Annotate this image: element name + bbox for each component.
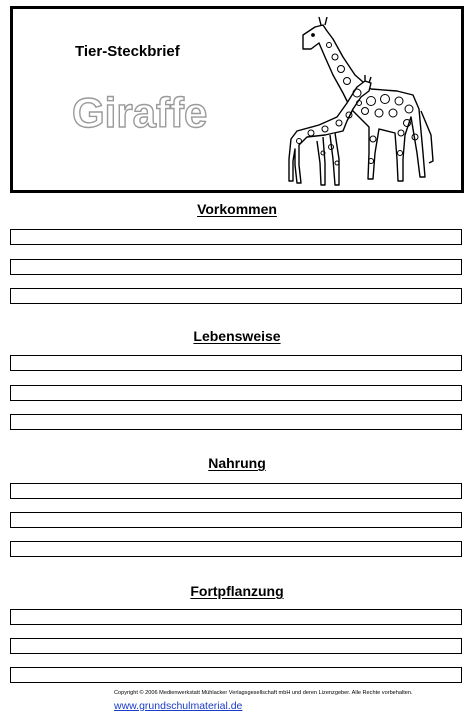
animal-name-outline — [72, 89, 232, 135]
header-box — [10, 6, 464, 193]
section-heading-fortpflanzung: Fortpflanzung — [190, 583, 284, 599]
section-heading-vorkommen: Vorkommen — [197, 201, 277, 217]
writing-line[interactable] — [10, 483, 462, 499]
section-heading-lebensweise: Lebensweise — [193, 328, 281, 344]
writing-line[interactable] — [10, 512, 462, 528]
writing-line[interactable] — [10, 667, 462, 683]
writing-line[interactable] — [10, 288, 462, 304]
copyright-notice: Copyright © 2006 Medienwerkstatt Mühlacker Verlagsgesellschaft mbH und deren Lizenzgeber. Alle Rechte vorbehalten. — [114, 690, 413, 696]
writing-line[interactable] — [10, 609, 462, 625]
writing-line[interactable] — [10, 259, 462, 275]
writing-line[interactable] — [10, 414, 462, 430]
writing-line[interactable] — [10, 355, 462, 371]
website-link[interactable]: www.grundschulmaterial.de — [114, 700, 243, 712]
section-heading-nahrung: Nahrung — [208, 455, 266, 471]
writing-line[interactable] — [10, 229, 462, 245]
writing-line[interactable] — [10, 385, 462, 401]
svg-text:Giraffe: Giraffe — [72, 89, 208, 136]
giraffe-illustration-icon — [285, 13, 445, 189]
writing-line[interactable] — [10, 638, 462, 654]
writing-line[interactable] — [10, 541, 462, 557]
worksheet-kicker: Tier-Steckbrief — [75, 43, 180, 60]
